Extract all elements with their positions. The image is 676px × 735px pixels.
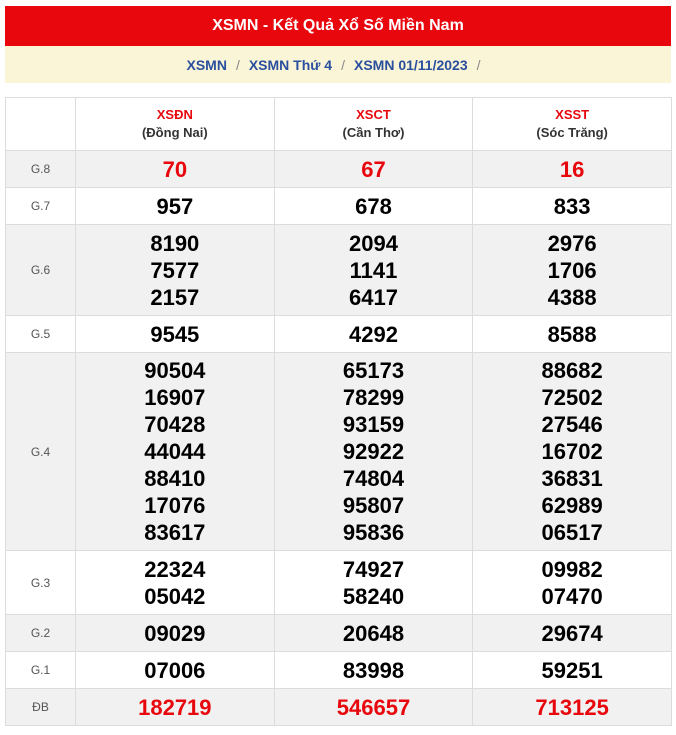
prize-number: 8190	[150, 230, 200, 256]
prize-number: 22324	[144, 556, 206, 582]
prize-label: G.8	[6, 151, 76, 188]
prize-cell	[274, 188, 473, 225]
prize-number: 957	[156, 193, 194, 219]
prize-number: 74927	[342, 556, 405, 582]
prize-number: 83998	[342, 657, 405, 683]
prize-label: G.7	[6, 188, 76, 225]
prize-label: G.2	[6, 615, 76, 652]
prize-number: 36831	[541, 466, 603, 491]
prize-number: 70	[162, 156, 188, 182]
prize-label: G.6	[6, 225, 76, 316]
prize-cell	[473, 316, 672, 353]
prize-number: 09029	[144, 620, 206, 646]
prize-number: 88410	[144, 466, 206, 491]
prize-row	[6, 689, 672, 726]
prize-number: 95807	[342, 493, 405, 518]
prize-number: 1706	[547, 257, 597, 283]
prize-label: G.3	[6, 551, 76, 615]
prize-number: 546657	[336, 694, 411, 720]
prize-cell	[473, 689, 672, 726]
prize-number: 16702	[541, 439, 603, 464]
prize-number: 16	[559, 156, 585, 182]
prize-cell	[473, 151, 672, 188]
prize-label: G.5	[6, 316, 76, 353]
prize-number: 59251	[541, 657, 603, 683]
prize-number: 92922	[342, 439, 405, 464]
prize-number: 95836	[342, 520, 405, 545]
prize-number: 16907	[144, 385, 206, 410]
province-name: (Sóc Trăng)	[536, 125, 608, 140]
province-header-cantho	[274, 98, 473, 151]
prize-row	[6, 551, 672, 615]
province-name: (Đồng Nai)	[141, 125, 208, 140]
prize-cell	[274, 353, 473, 551]
prize-number: 9545	[150, 321, 200, 347]
prize-number: 713125	[535, 694, 609, 720]
province-code[interactable]: XSĐN	[156, 107, 193, 122]
prize-number: 72502	[541, 385, 603, 410]
prize-number: 09982	[541, 556, 603, 582]
prize-number: 07006	[144, 657, 206, 683]
prize-label: G.4	[6, 353, 76, 551]
prize-label: ĐB	[6, 689, 76, 726]
prize-cell	[274, 652, 473, 689]
page-title-text: XSMN - Kết Quả Xổ Số Miền Nam	[212, 17, 464, 34]
prize-cell	[473, 615, 672, 652]
prize-number: 78299	[342, 385, 405, 410]
breadcrumb-link-weekday[interactable]: XSMN Thứ 4	[248, 56, 333, 73]
prize-cell	[76, 689, 275, 726]
page-title	[5, 6, 671, 46]
prize-cell	[473, 225, 672, 316]
prize-number: 8588	[547, 321, 597, 347]
prize-number: 74804	[342, 466, 405, 491]
prize-row	[6, 151, 672, 188]
prize-number: 58240	[342, 583, 405, 609]
breadcrumb-separator: /	[476, 56, 481, 73]
prize-row	[6, 225, 672, 316]
prize-number: 93159	[342, 412, 405, 437]
prize-cell	[274, 551, 473, 615]
prize-number: 20648	[342, 620, 405, 646]
prize-number: 27546	[541, 412, 603, 437]
prize-cell	[76, 551, 275, 615]
prize-number: 67	[361, 156, 386, 182]
province-header-dongnai	[76, 98, 275, 151]
prize-number: 70428	[144, 412, 206, 437]
province-code[interactable]: XSST	[555, 107, 590, 122]
header-empty-cell	[6, 98, 76, 151]
prize-number: 05042	[144, 583, 206, 609]
prize-rows	[6, 151, 672, 726]
prize-number: 83617	[144, 520, 206, 545]
prize-number: 17076	[144, 493, 206, 518]
prize-number: 07470	[541, 583, 603, 609]
prize-cell	[473, 353, 672, 551]
prize-number: 90504	[144, 358, 206, 383]
prize-row	[6, 316, 672, 353]
prize-row	[6, 652, 672, 689]
prize-number: 1141	[349, 257, 398, 283]
prize-cell	[274, 225, 473, 316]
prize-number: 6417	[349, 284, 398, 310]
prize-number: 29674	[541, 620, 603, 646]
prize-number: 2976	[547, 230, 597, 256]
prize-number: 4292	[349, 321, 398, 347]
breadcrumb-link-xsmn[interactable]: XSMN	[186, 56, 227, 73]
prize-number: 2094	[349, 230, 398, 256]
prize-number: 182719	[138, 694, 212, 720]
prize-number: 62989	[541, 493, 603, 518]
prize-number: 65173	[342, 358, 405, 383]
table-header-row	[6, 98, 672, 151]
prize-row	[6, 188, 672, 225]
province-name: (Cần Thơ)	[342, 125, 405, 140]
prize-number: 833	[553, 193, 591, 219]
prize-cell	[76, 615, 275, 652]
prize-number: 44044	[144, 439, 206, 464]
prize-row	[6, 353, 672, 551]
breadcrumb-link-date[interactable]: XSMN 01/11/2023	[353, 56, 468, 73]
prize-number: 7577	[150, 257, 200, 283]
prize-cell	[76, 652, 275, 689]
results-widget	[5, 6, 671, 83]
breadcrumb-separator: /	[235, 56, 240, 73]
prize-cell	[473, 188, 672, 225]
breadcrumb-separator: /	[341, 56, 345, 73]
prize-number: 678	[355, 193, 392, 219]
prize-number: 2157	[150, 284, 200, 310]
prize-cell	[76, 225, 275, 316]
prize-cell	[76, 188, 275, 225]
prize-cell	[274, 615, 473, 652]
prize-cell	[274, 151, 473, 188]
prize-cell	[274, 689, 473, 726]
prize-number: 06517	[541, 520, 603, 545]
prize-cell	[473, 652, 672, 689]
prize-cell	[274, 316, 473, 353]
prize-number: 4388	[547, 284, 597, 310]
prize-cell	[76, 151, 275, 188]
breadcrumb	[5, 46, 671, 83]
prize-label: G.1	[6, 652, 76, 689]
prize-cell	[473, 551, 672, 615]
prize-cell	[76, 353, 275, 551]
prize-cell	[76, 316, 275, 353]
prize-number: 88682	[541, 358, 603, 383]
prize-row	[6, 615, 672, 652]
province-header-soctrang	[473, 98, 672, 151]
province-code[interactable]: XSCT	[356, 107, 391, 122]
results-table	[5, 97, 672, 726]
